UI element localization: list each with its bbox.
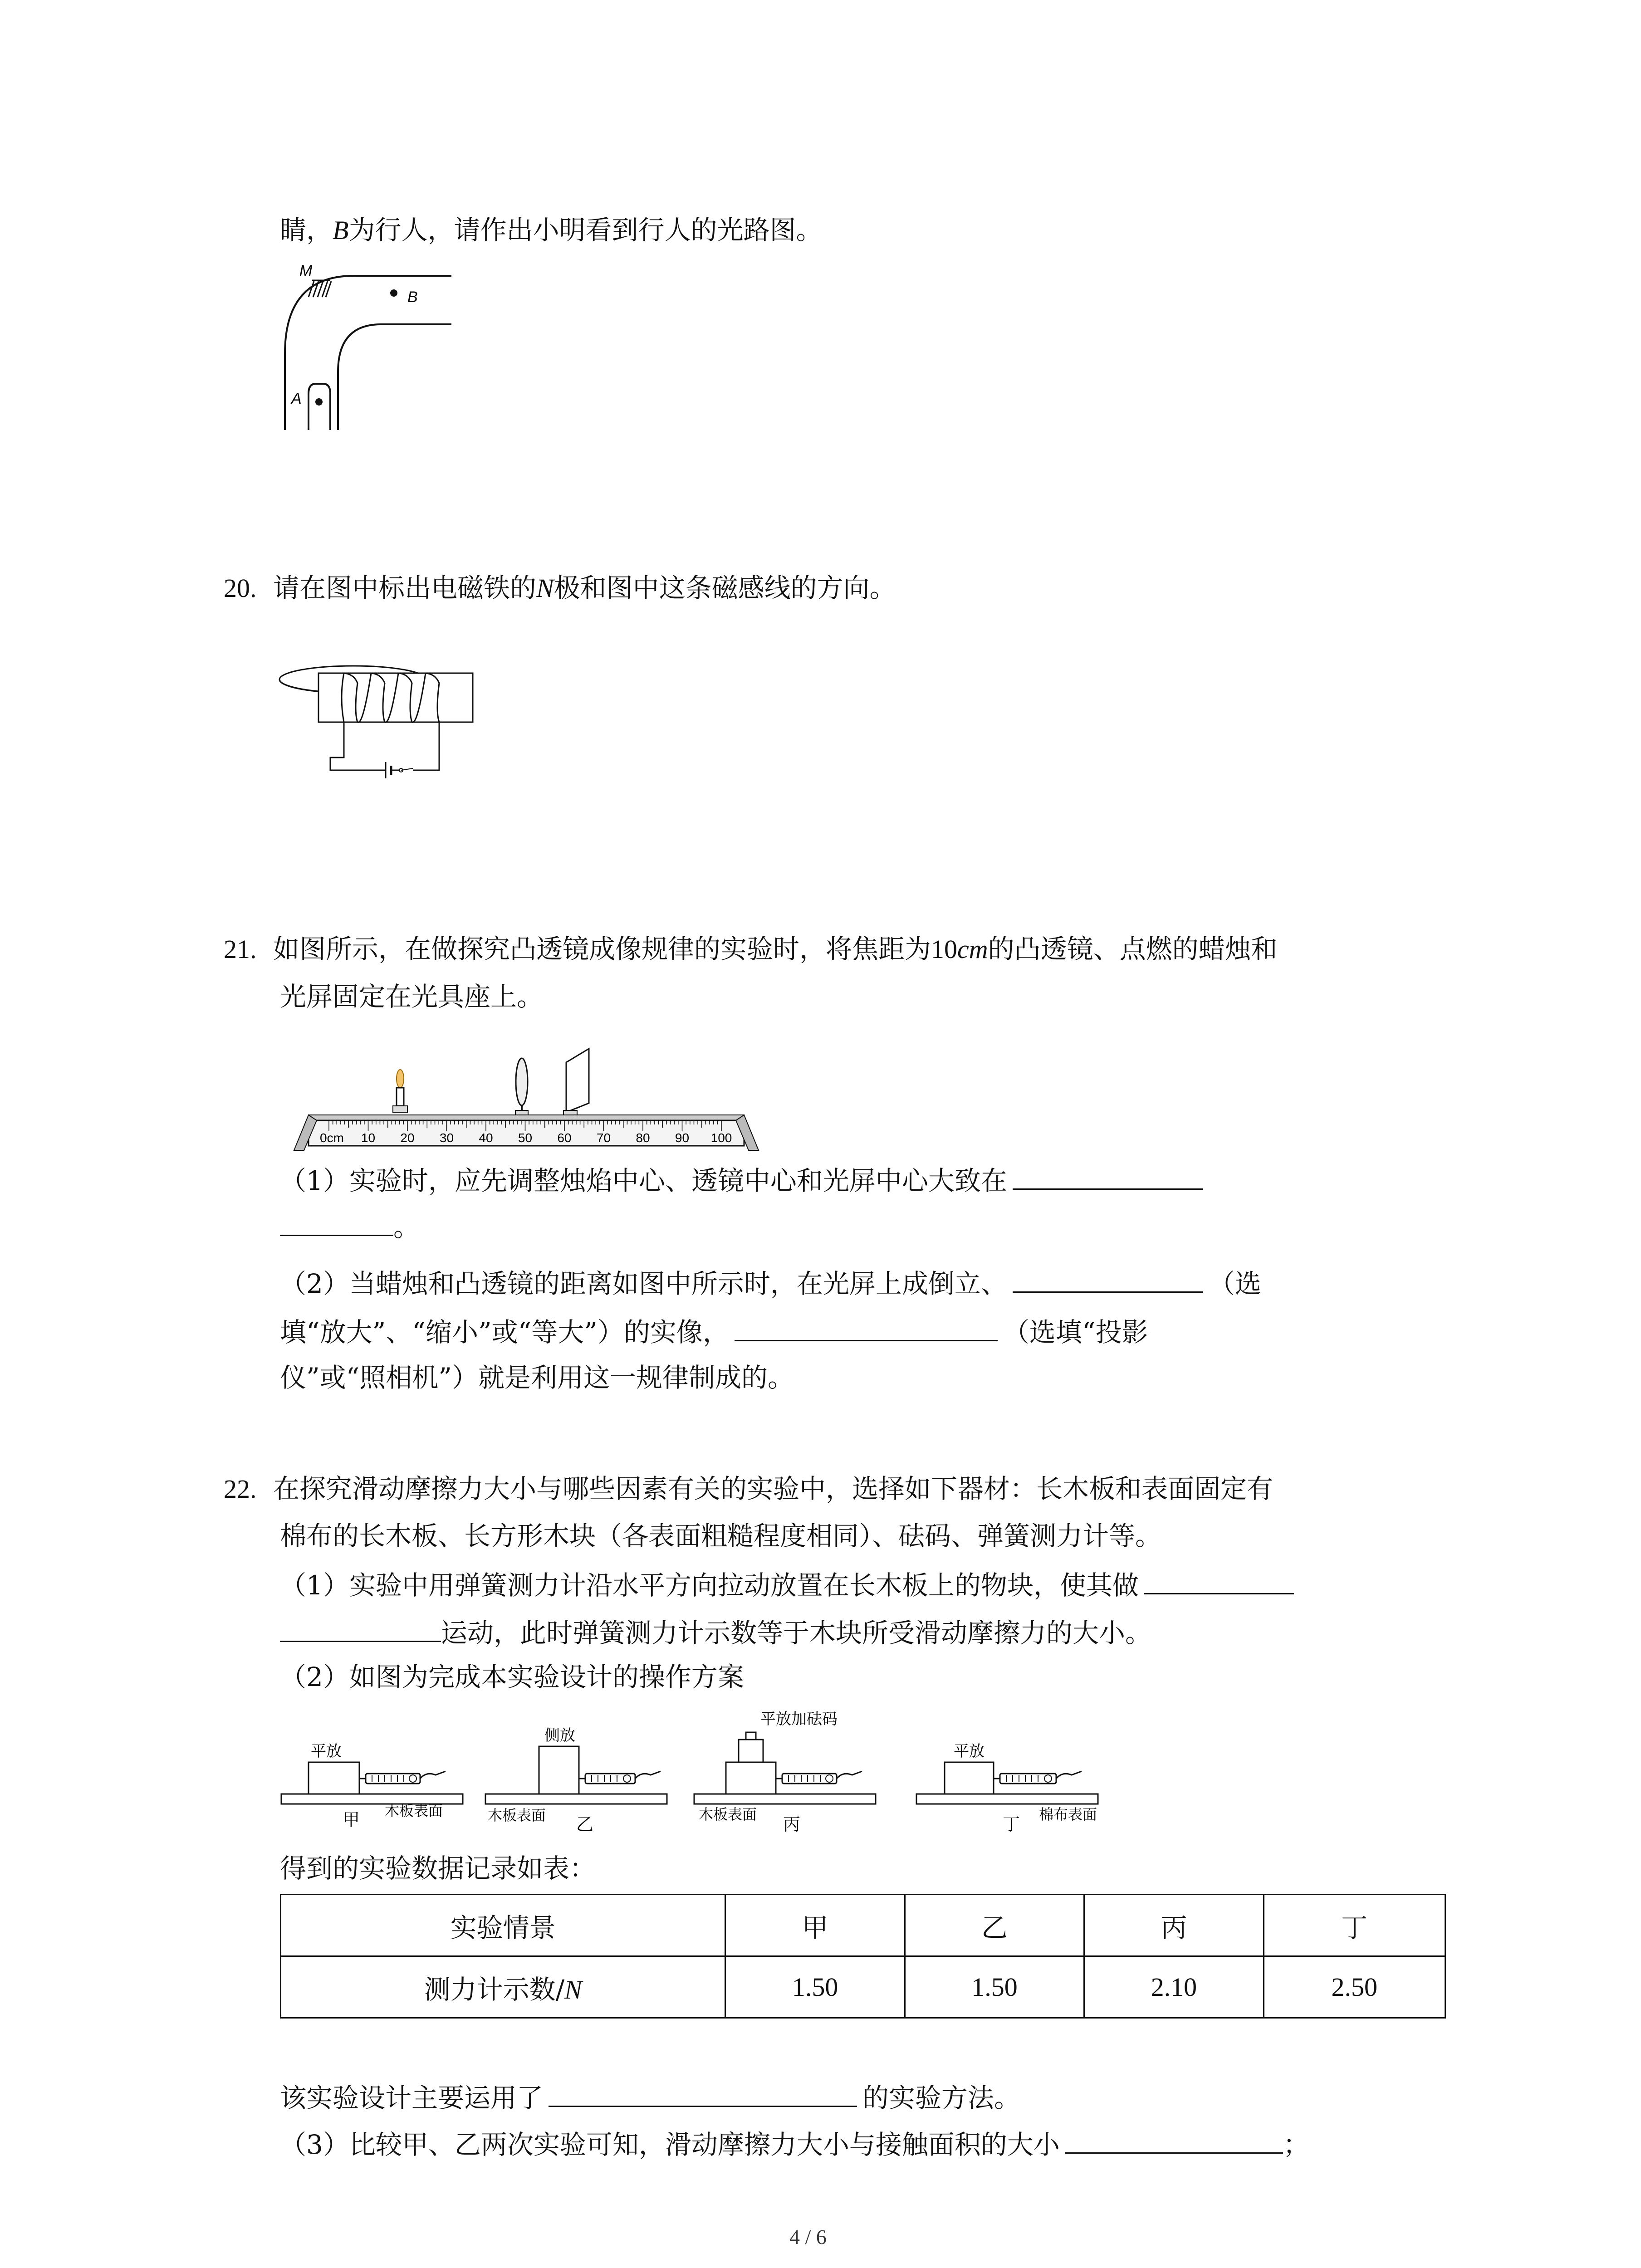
candle-body (397, 1088, 404, 1106)
table-value-bing: 2.10 (1084, 1956, 1264, 2018)
q21-blank-2[interactable] (1013, 1268, 1203, 1293)
q21-sub2-text-c: 填“放大”、“缩小”或“等大”）的实像， (280, 1317, 729, 1348)
q22-sub1-end: 运动，此时弹簧测力计示数等于木块所受滑动摩擦力的大小。 (441, 1618, 1152, 1648)
table-row-unit: N (564, 1975, 582, 2004)
q21-line2: 光屏固定在光具座上。 (280, 981, 544, 1012)
candle-holder (393, 1106, 407, 1112)
weight-knob (746, 1732, 756, 1740)
car-a-eye-dot (315, 398, 323, 406)
q20-text (224, 572, 896, 603)
page-number: 4 / 6 (789, 2225, 827, 2248)
q21-number: 21. (224, 934, 257, 964)
circuit-wires (330, 722, 439, 770)
bench-tick-label: 50 (518, 1131, 533, 1145)
label-bing-name: 丙 (783, 1815, 801, 1834)
figure-yi (485, 1727, 667, 1834)
q22-line1-text: 在探究滑动摩擦力大小与哪些因素有关的实验中，选择如下器材：长木板和表面固定有 (273, 1473, 1273, 1504)
mirror-hatch (309, 281, 331, 297)
table-header-ding: 丁 (1264, 1895, 1445, 1956)
q19-var-b: B (333, 215, 349, 245)
q21-line1-b: 的凸透镜、点燃的蜡烛和 (988, 934, 1278, 964)
bench-tick-label: 40 (479, 1131, 493, 1145)
label-bing-surface: 木板表面 (699, 1806, 757, 1823)
q21-line1-a: 如图所示，在做探究凸透镜成像规律的实验时，将焦距为 (273, 934, 931, 964)
q22-data-table (280, 1894, 1446, 2019)
q21-sub2-line2 (280, 1316, 1148, 1348)
bench-tick-label: 30 (439, 1131, 454, 1145)
convex-lens (516, 1058, 528, 1105)
bench-tick-label: 90 (675, 1131, 690, 1145)
table-row-label: 测力计示数/N (281, 1956, 725, 2018)
label-a: A (291, 390, 302, 407)
pedestrian-b-dot (390, 289, 397, 297)
table-header-yi: 乙 (905, 1895, 1084, 1956)
q22-blank-1-cont[interactable] (280, 1617, 441, 1642)
q22-sub3 (280, 2129, 1309, 2158)
q20-var-n: N (536, 573, 554, 603)
label-jia-name: 甲 (343, 1811, 360, 1830)
table-value-jia: 1.50 (725, 1956, 905, 2018)
q19-text (280, 217, 822, 244)
label-jia-top: 平放 (311, 1743, 342, 1760)
label-b: B (407, 288, 418, 306)
q22-method-text-a: 该实验设计主要运用了 (280, 2082, 544, 2113)
label-yi-surface: 木板表面 (488, 1807, 546, 1823)
q22-method (280, 2082, 1020, 2111)
bench-tick-label: 10 (361, 1131, 376, 1145)
q21-sub2-line3: 仪”或“照相机”）就是利用这一规律制成的。 (280, 1362, 794, 1393)
label-yi-top: 侧放 (544, 1727, 575, 1744)
q22-table-intro: 得到的实验数据记录如表： (280, 1853, 596, 1884)
q21-sub1 (280, 1165, 1203, 1194)
q22-sub2: （2）如图为完成本实验设计的操作方案 (280, 1662, 744, 1692)
q21-line1 (224, 936, 1278, 963)
q21-sub2-text-b: （选 (1208, 1268, 1261, 1299)
q22-number: 22. (224, 1474, 257, 1504)
board-ding (916, 1794, 1098, 1804)
q21-sub1-cont (280, 1211, 420, 1240)
q22-friction-figures (277, 1699, 1184, 1844)
q22-sub1-cont (280, 1617, 1151, 1646)
table-value-ding: 2.50 (1264, 1956, 1445, 2018)
figure-ding (916, 1743, 1098, 1834)
hand-bing (837, 1771, 862, 1779)
hand-ding (1056, 1771, 1082, 1779)
q22-blank-2[interactable] (549, 2082, 857, 2107)
road-inner-edge (338, 324, 451, 430)
screen-holder (563, 1110, 577, 1115)
label-ding-name: 丁 (1003, 1815, 1020, 1834)
label-bing-top: 平放加砝码 (760, 1711, 838, 1728)
bench-tick-label: 0cm (320, 1131, 344, 1145)
lens-holder (515, 1110, 528, 1115)
q19-text-start: 睛， (280, 215, 333, 245)
q21-blank-1[interactable] (1013, 1165, 1203, 1190)
q19-road-figure (272, 254, 463, 435)
table-header-scenario: 实验情景 (281, 1895, 725, 1956)
block-ding (945, 1762, 994, 1794)
q20-number: 20. (224, 573, 257, 603)
q22-line2: 棉布的长木板、长方形木块（各表面粗糙程度相同）、砝码、弹簧测力计等。 (280, 1520, 1162, 1551)
bench-rail (309, 1115, 744, 1120)
car-a-outline (309, 384, 330, 430)
bench-tick-label: 80 (636, 1131, 650, 1145)
table-row (281, 1956, 1445, 2018)
q22-line1 (224, 1473, 1273, 1504)
q22-sub3-end: ； (1283, 2129, 1309, 2160)
q20-text-a: 请在图中标出电磁铁的 (273, 572, 536, 603)
table-header-jia: 甲 (725, 1895, 905, 1956)
block-jia (309, 1762, 359, 1794)
q21-optical-bench-figure (286, 1021, 771, 1157)
figure-bing (694, 1711, 876, 1834)
q22-sub1-text: （1）实验中用弹簧测力计沿水平方向拉动放置在长木板上的物块，使其做 (280, 1570, 1139, 1601)
q19-text-end: 为行人，请作出小明看到行人的光路图。 (348, 215, 823, 245)
table-value-yi: 1.50 (905, 1956, 1084, 2018)
q21-blank-1-cont[interactable] (280, 1211, 393, 1236)
q20-text-b: 极和图中这条磁感线的方向。 (554, 572, 896, 603)
bench-tick-label: 100 (710, 1131, 732, 1145)
weight-bing (739, 1740, 763, 1762)
bench-tick-label: 70 (596, 1131, 611, 1145)
bench-tick-label: 20 (400, 1131, 415, 1145)
q21-focal: 10 (931, 934, 957, 964)
label-ding-surface: 棉布表面 (1039, 1806, 1097, 1823)
board-bing (694, 1794, 876, 1804)
block-bing (726, 1762, 776, 1794)
label-m: M (299, 262, 313, 279)
q21-sub2-text-d: （选填“投影 (1003, 1317, 1148, 1348)
q22-method-text-b: 的实验方法。 (862, 2082, 1021, 2113)
hand-jia (420, 1771, 446, 1779)
q22-blank-3[interactable] (1065, 2129, 1283, 2154)
q21-sub2-line1 (280, 1268, 1261, 1297)
q21-unit: cm (957, 934, 988, 964)
board-yi (485, 1794, 667, 1804)
q20-electromagnet-figure (277, 658, 504, 794)
q21-sub2-text-a: （2）当蜡烛和凸透镜的距离如图中所示时，在光屏上成倒立、 (280, 1268, 1007, 1299)
figure-jia (281, 1743, 463, 1830)
road-outer-edge (285, 276, 451, 430)
label-jia-surface: 木板表面 (385, 1803, 443, 1819)
q21-blank-3[interactable] (735, 1316, 998, 1341)
q22-sub1 (280, 1569, 1294, 1601)
candle-flame (397, 1070, 404, 1088)
q21-sub1-text: （1）实验时，应先调整烛焰中心、透镜中心和光屏中心大致在 (280, 1165, 1007, 1196)
table-header-row (281, 1895, 1445, 1956)
hand-yi (635, 1771, 661, 1779)
q22-blank-1[interactable] (1144, 1569, 1294, 1594)
label-ding-top: 平放 (954, 1743, 985, 1760)
q21-sub1-end: 。 (393, 1212, 420, 1242)
block-yi (539, 1746, 579, 1794)
table-header-bing: 丙 (1084, 1895, 1264, 1956)
q22-sub3-text: （3）比较甲、乙两次实验可知，滑动摩擦力大小与接触面积的大小 (280, 2129, 1060, 2160)
bench-tick-label: 60 (557, 1131, 572, 1145)
label-yi-name: 乙 (576, 1815, 594, 1834)
light-screen (566, 1049, 589, 1112)
